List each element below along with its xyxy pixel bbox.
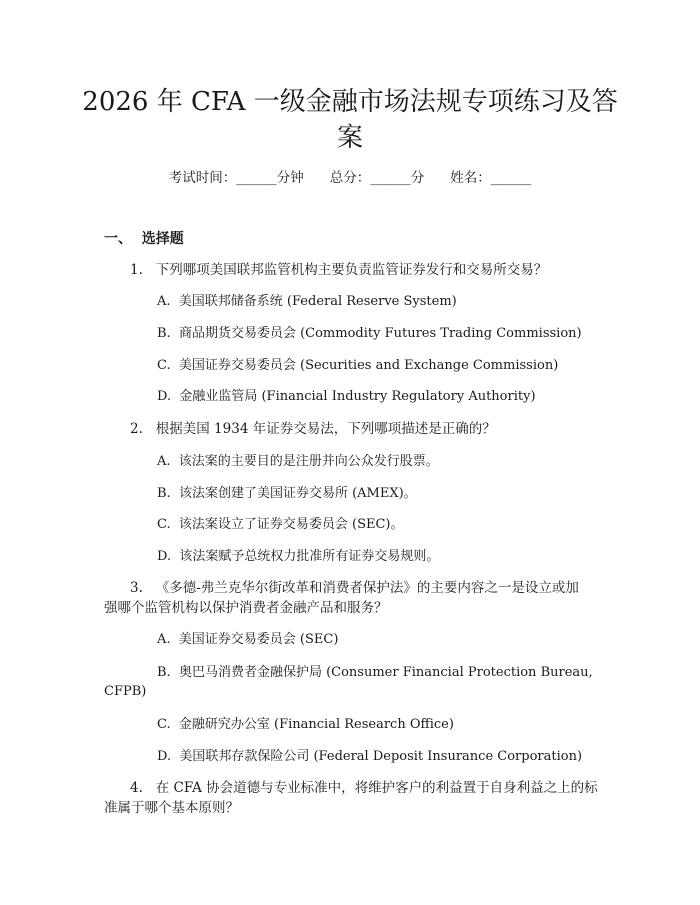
question-1-option-d: D. 金融业监管局 (Financial Industry Regulatory Authority) <box>157 389 536 404</box>
question-4-continued: 准属于哪个基本原则？ <box>104 800 239 816</box>
question-3-option-c: C. 金融研究办公室 (Financial Research Office) <box>157 717 454 732</box>
question-4: 4. 在 CFA 协会道德与专业标准中，将维护客户的利益置于自身利益之上的标 <box>130 780 598 796</box>
question-1-option-b: B. 商品期货交易委员会 (Commodity Futures Trading Commission) <box>157 326 582 341</box>
title-line-2: 案 <box>336 123 363 153</box>
title-line-1: 2026 年 CFA 一级金融市场法规专项练习及答 <box>82 87 618 117</box>
question-2-option-b: B. 该法案创建了美国证券交易所 (AMEX)。 <box>157 486 417 501</box>
question-3-option-b-continued: CFPB) <box>104 684 147 699</box>
exam-time-field: 考试时间：______分钟 <box>168 170 304 186</box>
question-2-option-d: D. 该法案赋予总统权力批准所有证券交易规则。 <box>157 549 440 564</box>
question-3-option-a: A. 美国证券交易委员会 (SEC) <box>157 632 339 647</box>
question-3: 3. 《多德-弗兰克华尔街改革和消费者保护法》的主要内容之一是设立或加 <box>130 580 579 596</box>
name-field: 姓名：______ <box>450 170 532 186</box>
question-3-option-b: B. 奥巴马消费者金融保护局 (Consumer Financial Protection Bureau, <box>157 665 593 680</box>
section-heading: 一、 选择题 <box>104 231 184 247</box>
question-3-continued: 强哪个监管机构以保护消费者金融产品和服务？ <box>104 600 388 616</box>
question-1-option-c: C. 美国证券交易委员会 (Securities and Exchange Commission) <box>157 358 559 373</box>
total-score-field: 总分：______分 <box>329 170 425 186</box>
exam-meta <box>0 168 700 188</box>
question-3-option-d: D. 美国联邦存款保险公司 (Federal Deposit Insurance Corporation) <box>157 749 583 764</box>
document-title <box>60 84 640 156</box>
question-1: 1. 下列哪项美国联邦监管机构主要负责监管证券发行和交易所交易？ <box>130 262 548 278</box>
question-2-option-a: A. 该法案的主要目的是注册并向公众发行股票。 <box>157 454 439 469</box>
question-1-option-a: A. 美国联邦储备系统 (Federal Reserve System) <box>157 294 457 309</box>
question-2: 2. 根据美国 1934 年证券交易法，下列哪项描述是正确的？ <box>130 421 496 437</box>
question-2-option-c: C. 该法案设立了证券交易委员会 (SEC)。 <box>157 517 404 532</box>
